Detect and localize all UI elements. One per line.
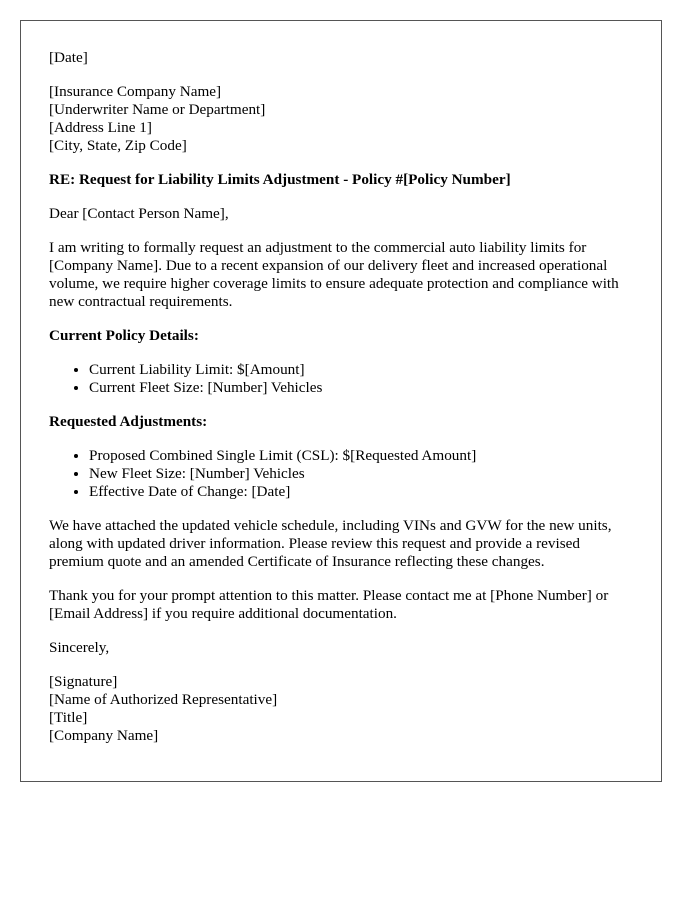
signature-line: [Signature]	[49, 673, 118, 690]
closing-text: Sincerely,	[49, 639, 110, 656]
date-text: [Date]	[49, 49, 88, 66]
salutation: Dear [Contact Person Name],	[49, 205, 229, 222]
requested-adjustments-list	[49, 447, 633, 501]
requested-adjustments-heading: Requested Adjustments:	[49, 413, 208, 430]
recipient-company: [Insurance Company Name]	[49, 83, 222, 100]
subject-line: RE: Request for Liability Limits Adjustment - Policy #[Policy Number]	[49, 171, 511, 188]
letter-date	[49, 49, 633, 67]
list-item: • Effective Date of Change: [Date]	[89, 483, 633, 501]
list-item: • Current Liability Limit: $[Amount]	[89, 361, 633, 379]
current-policy-heading: Current Policy Details:	[49, 327, 199, 344]
list-item: • Current Fleet Size: [Number] Vehicles	[89, 379, 633, 397]
intro-paragraph: I am writing to formally request an adjustment to the commercial auto liability limits for [Company Name]. Due to a recent expansion of our delivery fleet and increased operational volume, we require higher coverage limits to ensure adequate protection and compliance with new contractual requirements.	[49, 239, 619, 310]
recipient-address	[49, 83, 633, 155]
list-item: • New Fleet Size: [Number] Vehicles	[89, 465, 633, 483]
list-item: • Proposed Combined Single Limit (CSL): $[Requested Amount]	[89, 447, 633, 465]
signature-block	[49, 673, 633, 745]
attachments-paragraph: We have attached the updated vehicle schedule, including VINs and GVW for the new units, along with updated driver information. Please review this request and provide a revised premium quote and an amended Certificate of Insurance reflecting these changes.	[49, 517, 612, 570]
recipient-underwriter: [Underwriter Name or Department]	[49, 101, 266, 118]
signatory-title: [Title]	[49, 709, 88, 726]
recipient-city-state-zip: [City, State, Zip Code]	[49, 137, 187, 154]
recipient-address-line-1: [Address Line 1]	[49, 119, 152, 136]
signatory-name: [Name of Authorized Representative]	[49, 691, 278, 708]
current-policy-list	[49, 361, 633, 397]
closing-paragraph: Thank you for your prompt attention to this matter. Please contact me at [Phone Number] or [Email Address] if you require additional documentation.	[49, 587, 609, 622]
letter-page	[20, 20, 662, 782]
signatory-company: [Company Name]	[49, 727, 159, 744]
